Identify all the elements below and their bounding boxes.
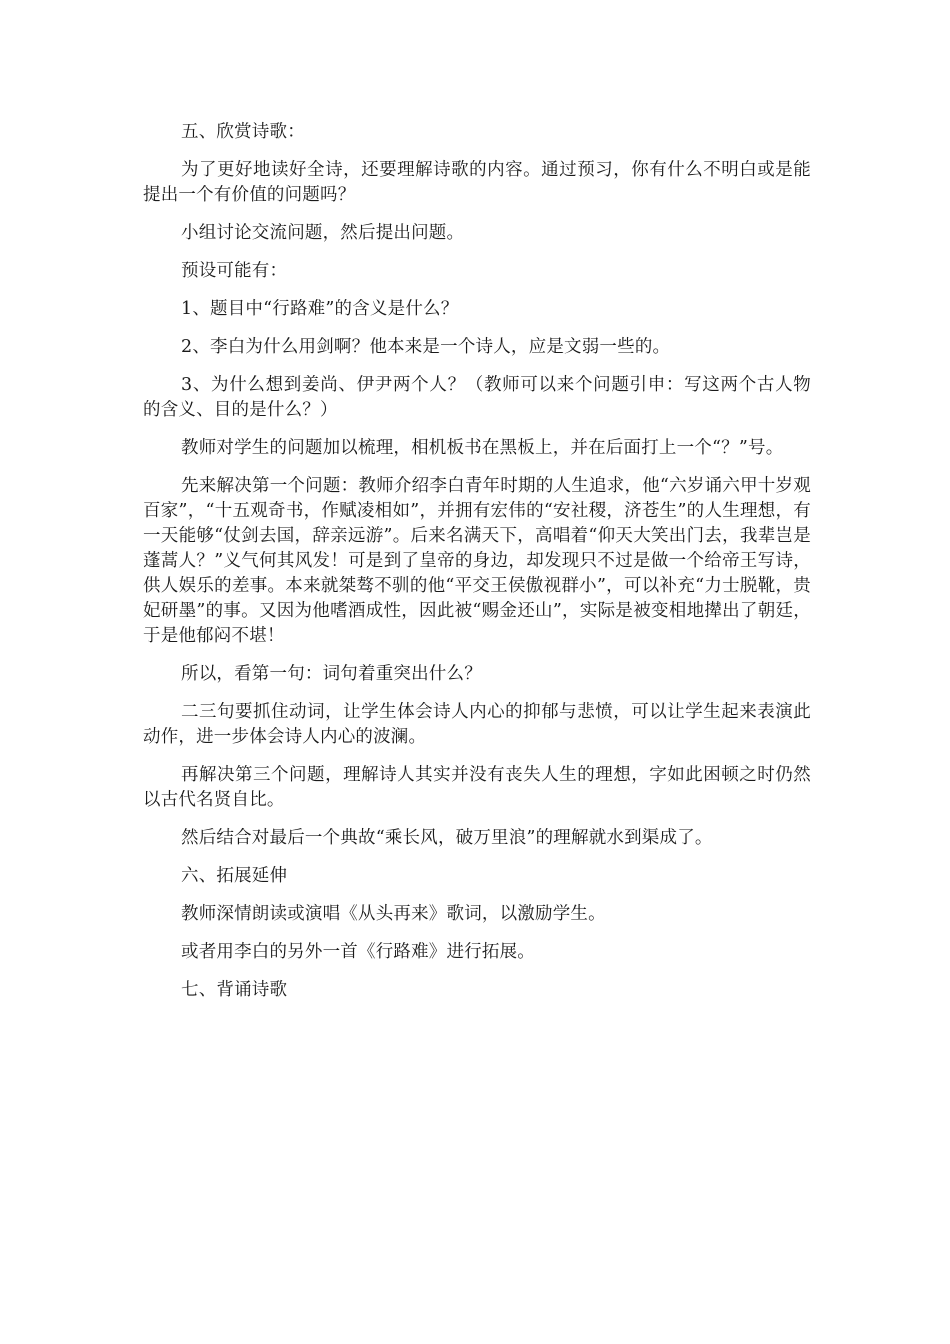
document-body: [143, 120, 811, 1016]
paragraph-preset: 预设可能有：: [181, 261, 288, 281]
paragraph-third-question: 再解决第三个问题，理解诗人其实并没有丧失人生的理想，字如此困顿之时仍然以古代名贤自比。: [143, 765, 811, 810]
question-item-2: 2、李白为什么用剑啊？他本来是一个诗人，应是文弱一些的。: [181, 337, 671, 357]
paragraph-intro-question: 为了更好地读好全诗，还要理解诗歌的内容。通过预习，你有什么不明白或是能提出一个有价值的问题吗？: [143, 160, 811, 205]
paragraph-final-allusion: 然后结合对最后一个典故“乘长风，破万里浪”的理解就水到渠成了。: [181, 828, 713, 848]
section-heading-extension: 六、拓展延伸: [181, 866, 288, 886]
paragraph-teacher-sorting: 教师对学生的问题加以梳理，相机板书在黑板上，并在后面打上一个“？”号。: [181, 438, 784, 458]
paragraph-group-discussion: 小组讨论交流问题，然后提出问题。: [181, 223, 465, 243]
paragraph-first-question: 先来解决第一个问题：教师介绍李白青年时期的人生追求，他“六岁诵六甲十岁观百家”，“十五观奇书，作赋凌相如”，并拥有宏伟的“安社稷，济苍生”的人生理想，有一天能够“仗剑去国，辞亲远游”。后来名满天下，高唱着“仰天大笑出门去，我辈岂是蓬蒿人？”义气何其风发！可是到了皇帝的身边，却发现只不过是做一个给帝王写诗，供人娱乐的差事。本来就桀骜不驯的他“平交王侯傲视群小”，可以补充“力士脱靴，贵妃研墨”的事。又因为他嗜酒成性，因此被“赐金还山”，实际是被变相地撵出了朝廷，于是他郁闷不堪！: [143, 476, 811, 646]
paragraph-verbs: 二三句要抓住动词，让学生体会诗人内心的抑郁与悲愤，可以让学生起来表演此动作，进一步体会诗人内心的波澜。: [143, 702, 811, 747]
question-item-3: 3、为什么想到姜尚、伊尹两个人？（教师可以来个问题引申：写这两个古人物的含义、目的是什么？）: [143, 375, 811, 420]
paragraph-another-poem: 或者用李白的另外一首《行路难》进行拓展。: [181, 942, 535, 962]
paragraph-teacher-reading: 教师深情朗读或演唱《从头再来》歌词，以激励学生。: [181, 904, 606, 924]
question-item-1: 1、题目中“行路难”的含义是什么？: [181, 299, 459, 319]
paragraph-first-line: 所以，看第一句：词句着重突出什么？: [181, 664, 482, 684]
section-heading-recite: 七、背诵诗歌: [181, 980, 288, 1000]
section-heading-appreciate: 五、欣赏诗歌：: [181, 122, 305, 142]
